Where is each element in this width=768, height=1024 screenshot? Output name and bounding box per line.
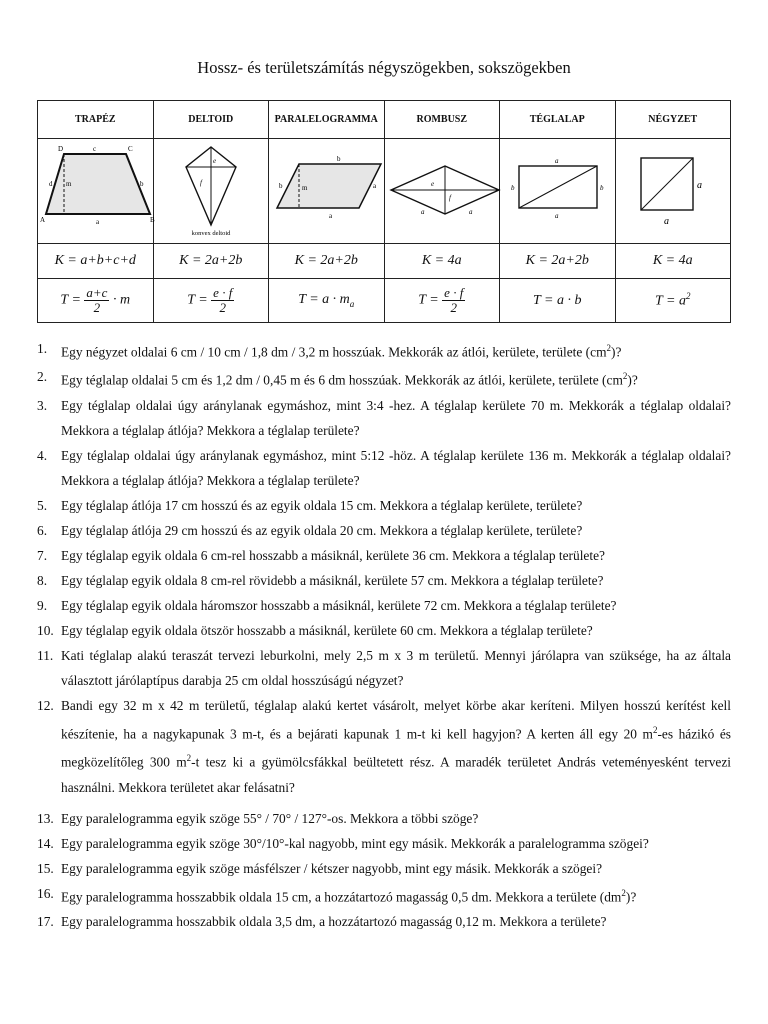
task-number: 14.: [37, 835, 54, 851]
task-item: [37, 643, 731, 693]
task-text: Egy paralelogramma hosszabbik oldala 15 cm, a hozzátartozó magasság 0,5 dm. Mekkora a területe (dm: [61, 889, 622, 905]
task-text: Egy paralelogramma egyik szöge 55° / 70° / 127°-os. Mekkora a többi szöge?: [61, 810, 479, 826]
task-superscript: 2: [606, 343, 612, 353]
task-text: Egy paralelogramma egyik szöge másfélszer / kétszer nagyobb, mint egy másik. Mekkorák a szögei?: [61, 860, 603, 876]
task-number: 2.: [37, 369, 48, 385]
task-item: [37, 518, 731, 543]
task-number: 12.: [37, 697, 54, 713]
task-item: [37, 493, 731, 518]
svg-text:a: a: [555, 156, 559, 165]
svg-text:b: b: [279, 181, 283, 190]
area-deltoid: T = $\frac{e \cdot f}{2}$: [153, 279, 269, 323]
svg-text:A: A: [40, 215, 46, 224]
task-text: -t tesz ki a gyümölcsfákkal beültetett rész. A maradék területet András veteményesként tervezi használni. Mekkora területet akar felásatni?: [61, 754, 732, 795]
svg-text:D: D: [58, 144, 64, 153]
perimeter-paralelogramma: K = 2a+2b: [269, 244, 385, 279]
task-item: [37, 856, 731, 881]
area-row: [38, 279, 731, 323]
perimeter-teglalap: K = 2a+2b: [500, 244, 616, 279]
area-rombusz: T = $\frac{e \cdot f}{2}$: [384, 279, 500, 323]
task-text: Egy téglalap oldalai úgy aránylanak egymáshoz, mint 5:12 -höz. A téglalap kerülete 136 m. Mekkorák a téglalap oldalai? Mekkora a téglalap átlója? Mekkora a téglalap területe?: [61, 447, 731, 488]
svg-text:konvex deltoid: konvex deltoid: [191, 229, 231, 237]
svg-text:a: a: [96, 217, 100, 226]
task-superscript: 2: [622, 371, 628, 382]
task-list: [37, 336, 731, 934]
svg-text:a: a: [420, 207, 424, 216]
svg-text:e: e: [212, 156, 216, 165]
task-text: Egy paralelogramma egyik szöge 30°/10°-kal nagyobb, mint egy másik. Mekkorák a paralelogramma szögei?: [61, 835, 649, 851]
formula-table: [37, 100, 731, 323]
task-number: 9.: [37, 597, 48, 613]
task-text: )?: [627, 372, 638, 388]
header-deltoid: DELTOID: [153, 101, 269, 139]
deltoid-figure: [153, 139, 269, 244]
svg-text:f: f: [448, 193, 451, 202]
svg-text:a: a: [663, 215, 669, 227]
task-item: [37, 336, 731, 364]
task-superscript: 2: [652, 724, 658, 735]
svg-text:C: C: [128, 144, 133, 153]
task-number: 17.: [37, 914, 54, 930]
task-item: [37, 909, 731, 934]
svg-text:a: a: [555, 211, 559, 220]
svg-text:b: b: [337, 154, 341, 163]
svg-text:d: d: [49, 179, 53, 188]
table-header-row: [38, 101, 731, 139]
task-item: [37, 693, 731, 800]
svg-text:m: m: [66, 179, 72, 188]
task-text: Egy téglalap egyik oldala ötször hosszabb a másiknál, kerülete 60 cm. Mekkora a téglalap területe?: [61, 622, 593, 638]
trapez-figure: [38, 139, 154, 244]
task-text: Egy paralelogramma hosszabbik oldala 3,5 dm, a hozzátartozó magasság 0,12 m. Mekkora a területe?: [61, 914, 607, 930]
task-number: 5.: [37, 497, 48, 513]
header-rombusz: ROMBUSZ: [384, 101, 500, 139]
task-item: [37, 543, 731, 568]
task-item: [37, 443, 731, 493]
rombusz-figure: [384, 139, 500, 244]
paralelogramma-figure: [269, 139, 385, 244]
svg-text:a: a: [468, 207, 472, 216]
task-item: [37, 568, 731, 593]
task-number: 3.: [37, 397, 48, 413]
task-number: 13.: [37, 810, 54, 826]
teglalap-figure: [500, 139, 616, 244]
task-text: Egy négyzet oldalai 6 cm / 10 cm / 1,8 dm / 3,2 m hosszúak. Mekkorák az átlói, kerülete, területe (cm: [61, 344, 607, 360]
task-number: 4.: [37, 447, 48, 463]
task-text: Egy téglalap átlója 17 cm hosszú és az egyik oldala 15 cm. Mekkora a téglalap kerülete, területe?: [61, 497, 583, 513]
task-number: 6.: [37, 522, 48, 538]
task-number: 7.: [37, 547, 48, 563]
task-text: Egy téglalap egyik oldala háromszor hosszabb a másiknál, kerülete 72 cm. Mekkora a téglalap területe?: [61, 597, 617, 613]
perimeter-rombusz: K = 4a: [384, 244, 500, 279]
svg-text:e: e: [430, 179, 434, 188]
task-item: [37, 393, 731, 443]
task-number: 16.: [37, 885, 54, 901]
area-trapez: T = $\frac{a+c}{2}$ · m: [38, 279, 154, 323]
svg-text:b: b: [511, 183, 515, 192]
area-paralelogramma: $T = a \cdot m_a$: [269, 279, 385, 323]
task-item: [37, 831, 731, 856]
task-number: 8.: [37, 572, 48, 588]
task-superscript: 2: [186, 753, 192, 764]
svg-text:a: a: [373, 181, 377, 190]
task-number: 10.: [37, 622, 54, 638]
task-text: Egy téglalap oldalai 5 cm és 1,2 dm / 0,45 m és 6 dm hosszúak. Mekkorák az átlói, kerülete, területe (cm: [61, 372, 623, 388]
svg-text:a: a: [329, 211, 333, 220]
perimeter-deltoid: K = 2a+2b: [153, 244, 269, 279]
svg-text:m: m: [302, 183, 308, 192]
svg-text:c: c: [93, 144, 97, 153]
perimeter-negyzet: K = 4a: [615, 244, 731, 279]
header-paralelogramma: PARALELOGRAMMA: [269, 101, 385, 139]
task-item: [37, 806, 731, 831]
page-title: Hossz- és területszámítás négyszögekben, sokszögekben: [197, 58, 571, 77]
area-teglalap: T = a · b: [500, 279, 616, 323]
svg-text:a: a: [696, 179, 702, 191]
task-text: Egy téglalap egyik oldala 6 cm-rel hosszabb a másiknál, kerülete 36 cm. Mekkora a téglalap területe?: [61, 547, 605, 563]
task-text: Egy téglalap oldalai úgy aránylanak egymáshoz, mint 3:4 -hez. A téglalap kerülete 70 m. Mekkorák a téglalap oldalai? Mekkora a téglalap átlója? Mekkora a téglalap területe?: [61, 397, 731, 438]
task-text: Bandi egy 32 m x 42 m területű, téglalap alakú kertet vásárolt, melyet körbe akar keríteni. Milyen hosszú kerítést kell készítenie, ha a nagykapunak 3 m-t, és a bejárati kapunak 1 m-t ki kell hagyjon? A kerten áll egy 20 m: [61, 697, 731, 742]
perimeter-trapez: K = a+b+c+d: [38, 244, 154, 279]
task-number: 11.: [37, 647, 54, 663]
svg-text:f: f: [199, 178, 202, 187]
header-trapez: TRAPÉZ: [38, 101, 154, 139]
task-text: -es házikó és megközelítőleg 300 m: [61, 726, 731, 770]
svg-text:B: B: [150, 215, 155, 224]
task-item: [37, 593, 731, 618]
task-superscript: 2: [621, 887, 626, 898]
task-number: 15.: [37, 860, 54, 876]
negyzet-figure: [615, 139, 731, 244]
task-text: )?: [611, 344, 622, 360]
task-text: Kati téglalap alakú teraszát tervezi leburkolni, mely 2,5 m x 3 m területű. Mennyi járólapra van szüksége, ha az általa választott járólaptípus darabja 25 cm oldal hosszúságú négyzet?: [61, 647, 731, 688]
area-negyzet: $T = a^2$: [615, 279, 731, 323]
header-negyzet: NÉGYZET: [615, 101, 731, 139]
svg-text:b: b: [140, 179, 144, 188]
task-text: Egy téglalap átlója 29 cm hosszú és az egyik oldala 20 cm. Mekkora a téglalap kerülete, területe?: [61, 522, 583, 538]
task-text: )?: [625, 889, 637, 905]
svg-text:b: b: [600, 183, 604, 192]
task-number: 1.: [37, 341, 48, 356]
task-item: [37, 881, 731, 909]
perimeter-row: [38, 244, 731, 279]
figure-row: [38, 139, 731, 244]
header-teglalap: TÉGLALAP: [500, 101, 616, 139]
task-item: [37, 364, 731, 392]
task-item: [37, 618, 731, 643]
task-text: Egy téglalap egyik oldala 8 cm-rel rövidebb a másiknál, kerülete 57 cm. Mekkora a téglalap területe?: [61, 572, 604, 588]
